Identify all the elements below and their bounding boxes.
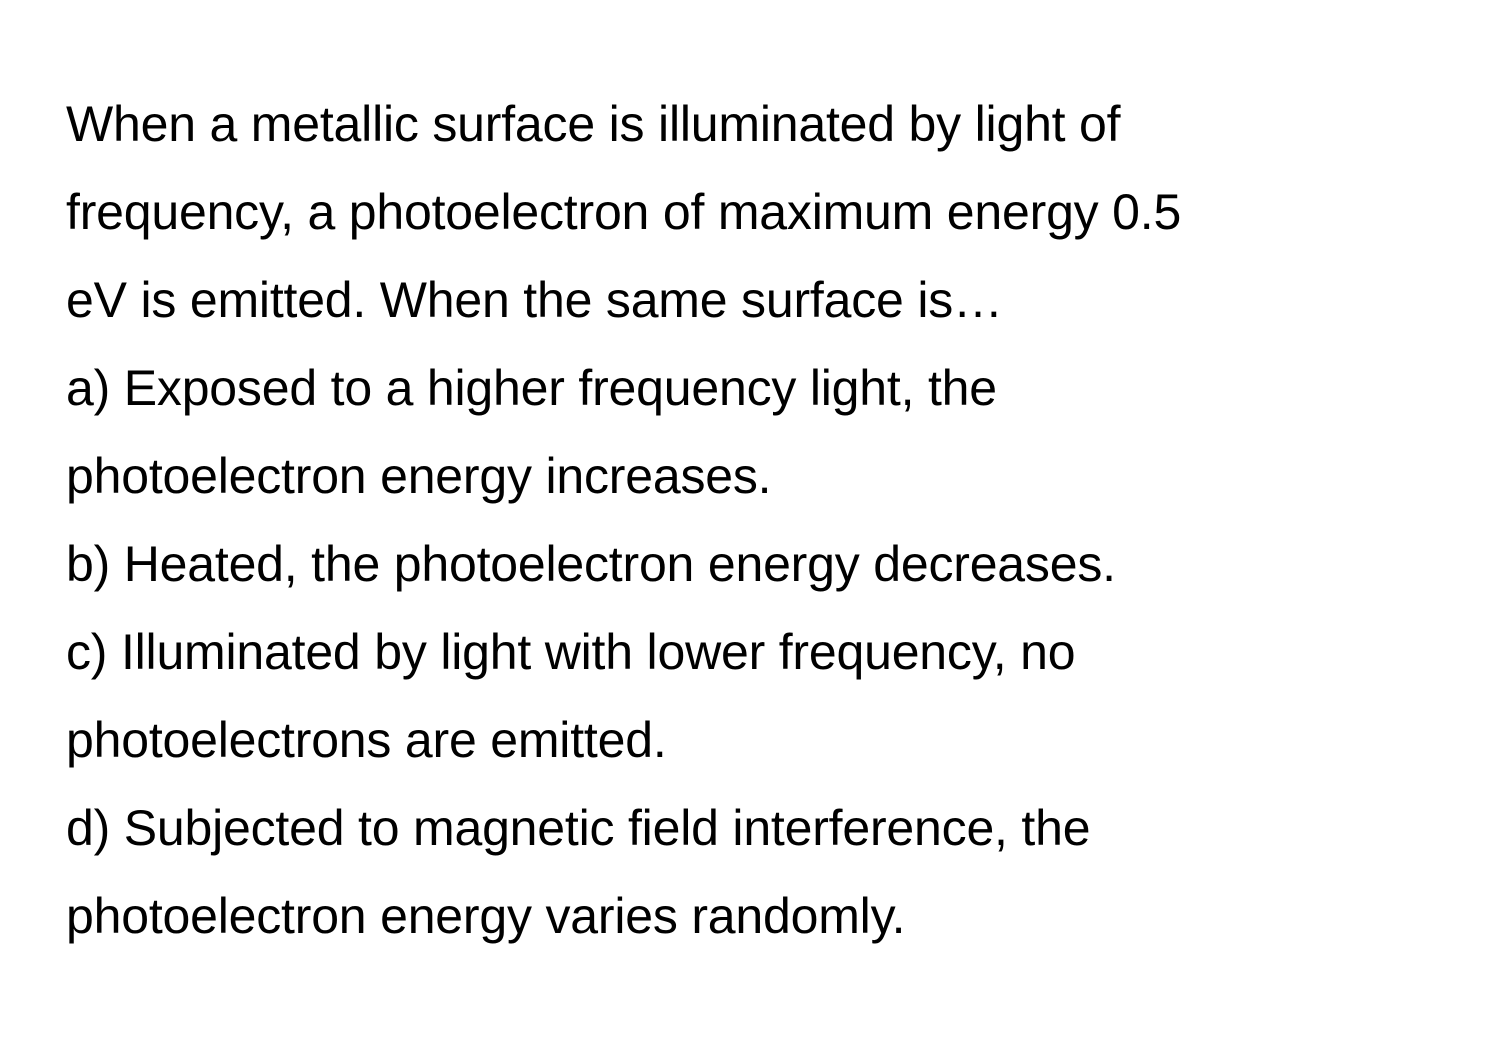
option-c: [66, 608, 1456, 784]
option-a-line: a) Exposed to a higher frequency light, the: [66, 360, 997, 416]
option-b: [66, 520, 1456, 608]
question-stem-line: When a metallic surface is illuminated by light of: [66, 96, 1121, 152]
option-d: [66, 784, 1456, 960]
option-a: [66, 344, 1456, 520]
option-a-line: photoelectron energy increases.: [66, 448, 772, 504]
question-stem: [66, 80, 1456, 344]
option-d-line: d) Subjected to magnetic field interference, the: [66, 800, 1091, 856]
option-b-line: b) Heated, the photoelectron energy decreases.: [66, 536, 1116, 592]
question-stem-line: eV is emitted. When the same surface is…: [66, 272, 1003, 328]
question-stem-line: frequency, a photoelectron of maximum energy 0.5: [66, 184, 1182, 240]
option-d-line: photoelectron energy varies randomly.: [66, 888, 906, 944]
option-c-line: c) Illuminated by light with lower frequency, no: [66, 624, 1076, 680]
option-c-line: photoelectrons are emitted.: [66, 712, 667, 768]
question-document: [66, 80, 1456, 960]
